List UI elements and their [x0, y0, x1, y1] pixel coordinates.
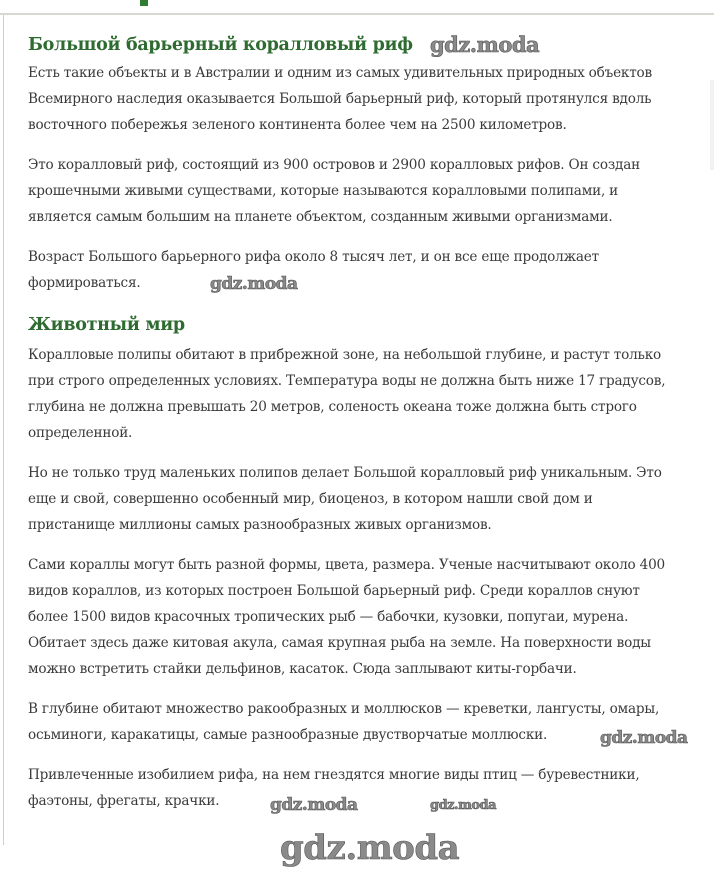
text-line: Возраст Большого барьерного рифа около 8 тысяч лет, и он все еще продолжает [28, 249, 599, 265]
text-line: Сами кораллы могут быть разной формы, цвета, размера. Ученые насчитывают около 400 [28, 557, 665, 573]
text-line: восточного побережья зеленого континента более чем на 2500 километров. [28, 117, 567, 133]
watermark: gdz.moda [280, 828, 460, 868]
section-heading: Животный мир [28, 315, 185, 335]
paragraph [28, 244, 708, 296]
text-line: определенной. [28, 425, 133, 441]
text-line: осьминоги, каракатицы, самые разнообразные двустворчатые моллюски. [28, 727, 548, 743]
watermark: gdz.moda [430, 32, 540, 57]
paragraph [28, 460, 708, 538]
text-line: Обитает здесь даже китовая акула, самая крупная рыба на земле. На поверхности воды [28, 635, 651, 651]
watermark: gdz.moda [430, 798, 497, 813]
text-line: фаэтоны, фрегаты, крачки. [28, 793, 220, 809]
right-edge [710, 80, 714, 170]
top-border [0, 0, 714, 15]
text-line: Всемирного наследия оказывается Большой барьерный риф, который протянулся вдоль [28, 91, 652, 107]
watermark: gdz.moda [600, 728, 688, 748]
text-line: Привлеченные изобилием рифа, на нем гнездятся многие виды птиц — буревестники, [28, 767, 640, 783]
text-line: видов кораллов, из которых построен Большой барьерный риф. Среди кораллов снуют [28, 583, 640, 599]
section-heading: Большой барьерный коралловый риф [28, 35, 413, 55]
text-line: Коралловые полипы обитают в прибрежной зоне, на небольшой глубине, и растут только [28, 347, 662, 363]
top-tab-marker [140, 0, 148, 6]
text-line: В глубине обитают множество ракообразных и моллюсков — креветки, лангусты, омары, [28, 701, 660, 717]
text-line: еще и свой, совершенно особенный мир, биоценоз, в котором нашли свой дом и [28, 491, 593, 507]
text-line: пристанище миллионы самых разнообразных живых организмов. [28, 517, 492, 533]
text-line: крошечными живыми существами, которые называются коралловыми полипами, и [28, 183, 619, 199]
paragraph [28, 60, 708, 138]
left-border [3, 15, 4, 845]
text-line: Это коралловый риф, состоящий из 900 островов и 2900 коралловых рифов. Он создан [28, 157, 640, 173]
watermark: gdz.moda [210, 274, 298, 294]
text-line: при строго определенных условиях. Температура воды не должна быть ниже 17 градусов, [28, 373, 666, 389]
text-line: Но не только труд маленьких полипов делает Большой коралловый риф уникальным. Это [28, 465, 662, 481]
text-line: формироваться. [28, 275, 141, 291]
text-line: является самым большим на планете объектом, созданным живыми организмами. [28, 209, 613, 225]
watermark: gdz.moda [270, 795, 358, 815]
text-line: можно встретить стайки дельфинов, касаток. Сюда заплывают киты-горбачи. [28, 661, 577, 677]
text-line: более 1500 видов красочных тропических рыб — бабочки, кузовки, попугаи, мурена. [28, 609, 629, 625]
text-line: глубина не должна превышать 20 метров, соленость океана тоже должна быть строго [28, 399, 637, 415]
paragraph [28, 342, 708, 446]
paragraph [28, 552, 708, 682]
article [28, 30, 708, 828]
text-line: Есть такие объекты и в Австралии и одним из самых удивительных природных объектов [28, 65, 652, 81]
paragraph [28, 762, 708, 814]
paragraph [28, 152, 708, 230]
